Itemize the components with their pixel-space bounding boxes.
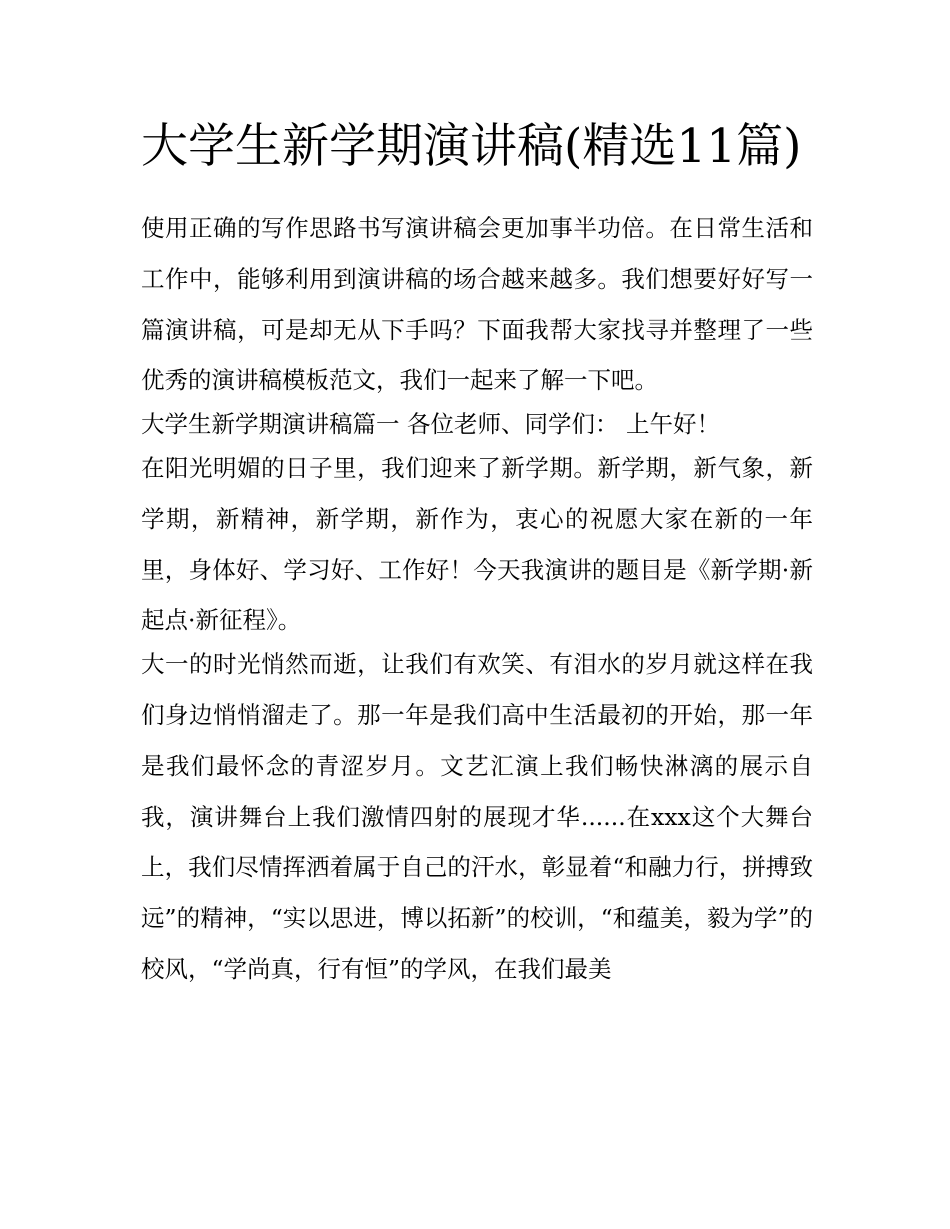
speech-greeting-paragraph: 大学生新学期演讲稿篇一 各位老师、同学们： 上午好！ xyxy=(141,410,720,439)
body-paragraph: 大一的时光悄然而逝，让我们有欢笑、有泪水的岁月就这样在我们身边悄悄溜走了。那一年是我们高中生活最初的开始，那一年是我们最怀念的青涩岁月。文艺汇演上我们畅快淋漓的展示自我，演讲舞台上我们激情四射的展现才华......在xxx这个大舞台上，我们尽情挥洒着属于自己的汗水，彰显着“和融力行，拼搏致远”的精神，“实以思进，博以拓新”的校训，“和蕴美，毅为学”的校风，“学尚真，行有恒”的学风，在我们最美 xyxy=(141,650,813,983)
body-paragraph: 在阳光明媚的日子里，我们迎来了新学期。新学期，新气象，新学期，新精神，新学期，新作为，衷心的祝愿大家在新的一年里，身体好、学习好、工作好！今天我演讲的题目是《新学期·新起点·新征程》。 xyxy=(141,453,813,635)
document-body xyxy=(141,112,813,995)
intro-paragraph: 使用正确的写作思路书写演讲稿会更加事半功倍。在日常生活和工作中，能够利用到演讲稿的场合越来越多。我们想要好好写一篇演讲稿，可是却无从下手吗？下面我帮大家找寻并整理了一些优秀的演讲稿模板范文，我们一起来了解一下吧。 xyxy=(141,214,813,395)
document-title: 大学生新学期演讲稿(精选11篇) xyxy=(141,119,802,174)
